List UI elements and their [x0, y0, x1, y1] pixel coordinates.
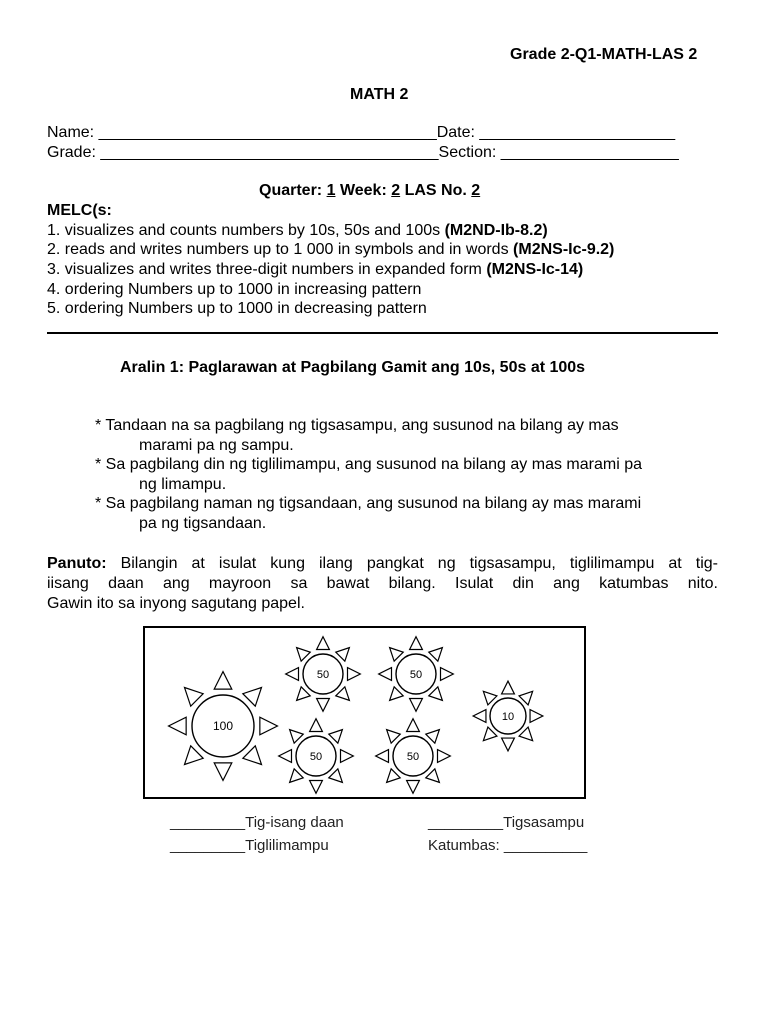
note-line: marami pa ng sampu.	[139, 437, 294, 454]
sun-ray-triangle	[407, 781, 420, 794]
melc-item-code: (M2ND-Ib-8.2)	[444, 222, 548, 239]
note-line: pa ng tigsandaan.	[139, 515, 267, 532]
melc-item-text: 1. visualizes and counts numbers by 10s, 50s and 100s	[47, 222, 445, 239]
sun-ray-triangle	[387, 769, 401, 783]
date-label: Date:	[436, 124, 475, 141]
sun-ray-triangle	[530, 710, 543, 723]
sun-ray-triangle	[290, 730, 304, 744]
sun-ray-triangle	[317, 637, 330, 650]
tig-isang-daan-label: Tig-isang daan	[245, 814, 344, 831]
sun-shape	[379, 637, 454, 712]
sun-value-label: 100	[212, 719, 234, 733]
sun-ray-triangle	[184, 746, 203, 765]
tigsasampu-label: Tigsasampu	[503, 814, 585, 831]
note-line: ng limampu.	[139, 476, 227, 493]
sun-ray-triangle	[379, 668, 392, 681]
instructions-line: Gawin ito sa inyong sagutang papel.	[47, 595, 305, 612]
subject-title: MATH 2	[350, 86, 409, 103]
name-row	[47, 124, 675, 142]
melc-item-text: 2. reads and writes numbers up to 1 000 in symbols and in words	[47, 241, 514, 258]
sun-counting-figure	[130, 620, 600, 805]
katumbas-field[interactable]: __________	[503, 837, 588, 854]
sun-shape	[376, 719, 451, 794]
section-divider	[47, 332, 718, 334]
sun-shape	[169, 672, 278, 781]
sun-ray-triangle	[390, 648, 404, 662]
name-label: Name:	[47, 124, 95, 141]
sun-ray-triangle	[310, 781, 323, 794]
section-field[interactable]: ____________________	[500, 144, 679, 161]
sun-value-label: 10	[501, 711, 515, 723]
las-label: LAS No.	[404, 182, 467, 199]
sun-ray-triangle	[336, 648, 350, 662]
grade-row	[47, 144, 679, 162]
sun-ray-triangle	[214, 763, 232, 781]
sun-ray-triangle	[376, 750, 389, 763]
sun-ray-triangle	[473, 710, 486, 723]
sun-ray-triangle	[290, 769, 304, 783]
melc-item-text: 4. ordering Numbers up to 1000 in increasing pattern	[47, 281, 422, 298]
note-line: * Tandaan na sa pagbilang ng tigsasampu, ang susunod na bilang ay mas	[95, 417, 619, 434]
sun-ray-triangle	[310, 719, 323, 732]
sun-ray-triangle	[348, 668, 361, 681]
week-label: Week:	[339, 182, 387, 199]
answer-row	[428, 837, 587, 854]
sun-ray-triangle	[297, 687, 311, 701]
instructions-line: Bilangin at isulat kung ilang pangkat ng tigsasampu, tiglilimampu at tig-	[106, 555, 718, 572]
melc-item	[47, 281, 421, 299]
sun-ray-triangle	[387, 730, 401, 744]
sun-ray-triangle	[243, 746, 262, 765]
sun-ray-triangle	[438, 750, 451, 763]
sun-ray-triangle	[169, 717, 187, 735]
sun-ray-triangle	[390, 687, 404, 701]
document-code: Grade 2-Q1-MATH-LAS 2	[510, 46, 698, 63]
grade-label: Grade:	[47, 144, 96, 161]
melc-item-code: (M2NS-Ic-14)	[486, 261, 584, 278]
melc-title: MELC(s:	[47, 202, 112, 219]
instructions-label: Panuto:	[47, 555, 107, 572]
sun-ray-triangle	[214, 672, 232, 690]
sun-shape	[279, 719, 354, 794]
sun-ray-triangle	[341, 750, 354, 763]
quarter-value: 1	[326, 182, 336, 199]
melc-item	[47, 300, 427, 318]
sun-ray-triangle	[243, 687, 262, 706]
answer-blank[interactable]: _________	[170, 814, 246, 831]
sun-ray-triangle	[502, 738, 515, 751]
instructions-line: iisang daan ang mayroon sa bawat bilang. Isulat din ang katumbas nito.	[47, 575, 718, 592]
melc-item	[47, 222, 548, 240]
week-value: 2	[391, 182, 401, 199]
sun-ray-triangle	[317, 699, 330, 712]
instructions	[47, 554, 718, 614]
sun-value-label: 50	[309, 751, 323, 763]
date-field[interactable]: ______________________	[479, 124, 676, 141]
sun-ray-triangle	[279, 750, 292, 763]
note-line: * Sa pagbilang naman ng tigsandaan, ang susunod na bilang ay mas marami	[95, 495, 642, 512]
figure-frame	[144, 627, 585, 798]
sun-ray-triangle	[410, 699, 423, 712]
sun-ray-triangle	[184, 687, 203, 706]
melc-item	[47, 241, 614, 259]
sun-value-label: 50	[406, 751, 420, 763]
melc-item-text: 3. visualizes and writes three-digit numbers in expanded form	[47, 261, 487, 278]
answer-row	[428, 814, 584, 831]
sun-shape	[286, 637, 361, 712]
sun-value-label: 50	[409, 669, 423, 681]
sun-value-label: 50	[316, 669, 330, 681]
name-field[interactable]: ______________________________________	[98, 124, 437, 141]
sun-ray-triangle	[260, 717, 278, 735]
section-label: Section:	[438, 144, 497, 161]
note-line: * Sa pagbilang din ng tiglilimampu, ang susunod na bilang ay mas marami pa	[95, 456, 642, 473]
katumbas-label: Katumbas:	[428, 837, 500, 854]
quarter-label: Quarter:	[259, 182, 323, 199]
sun-ray-triangle	[329, 769, 343, 783]
sun-ray-triangle	[441, 668, 454, 681]
sun-ray-triangle	[410, 637, 423, 650]
sun-ray-triangle	[297, 648, 311, 662]
sun-ray-triangle	[407, 719, 420, 732]
melc-item	[47, 261, 583, 279]
answer-row	[170, 837, 329, 854]
sun-ray-triangle	[429, 648, 443, 662]
sun-shape	[473, 681, 543, 751]
lesson-title: Aralin 1: Paglarawan at Pagbilang Gamit ang 10s, 50s at 100s	[120, 359, 586, 376]
las-value: 2	[471, 182, 481, 199]
sun-ray-triangle	[286, 668, 299, 681]
melc-item-text: 5. ordering Numbers up to 1000 in decreasing pattern	[47, 300, 427, 317]
sun-ray-triangle	[329, 730, 343, 744]
sun-ray-triangle	[426, 730, 440, 744]
answer-blank[interactable]: _________	[428, 814, 504, 831]
sun-ray-triangle	[426, 769, 440, 783]
answer-blank[interactable]: _________	[170, 837, 246, 854]
grade-field[interactable]: ______________________________________	[100, 144, 439, 161]
quarter-line	[259, 182, 480, 200]
melc-item-code: (M2NS-Ic-9.2)	[513, 241, 615, 258]
answer-row	[170, 814, 344, 831]
sun-ray-triangle	[429, 687, 443, 701]
sun-ray-triangle	[502, 681, 515, 694]
tiglilimampu-label: Tiglilimampu	[245, 837, 329, 854]
sun-ray-triangle	[336, 687, 350, 701]
